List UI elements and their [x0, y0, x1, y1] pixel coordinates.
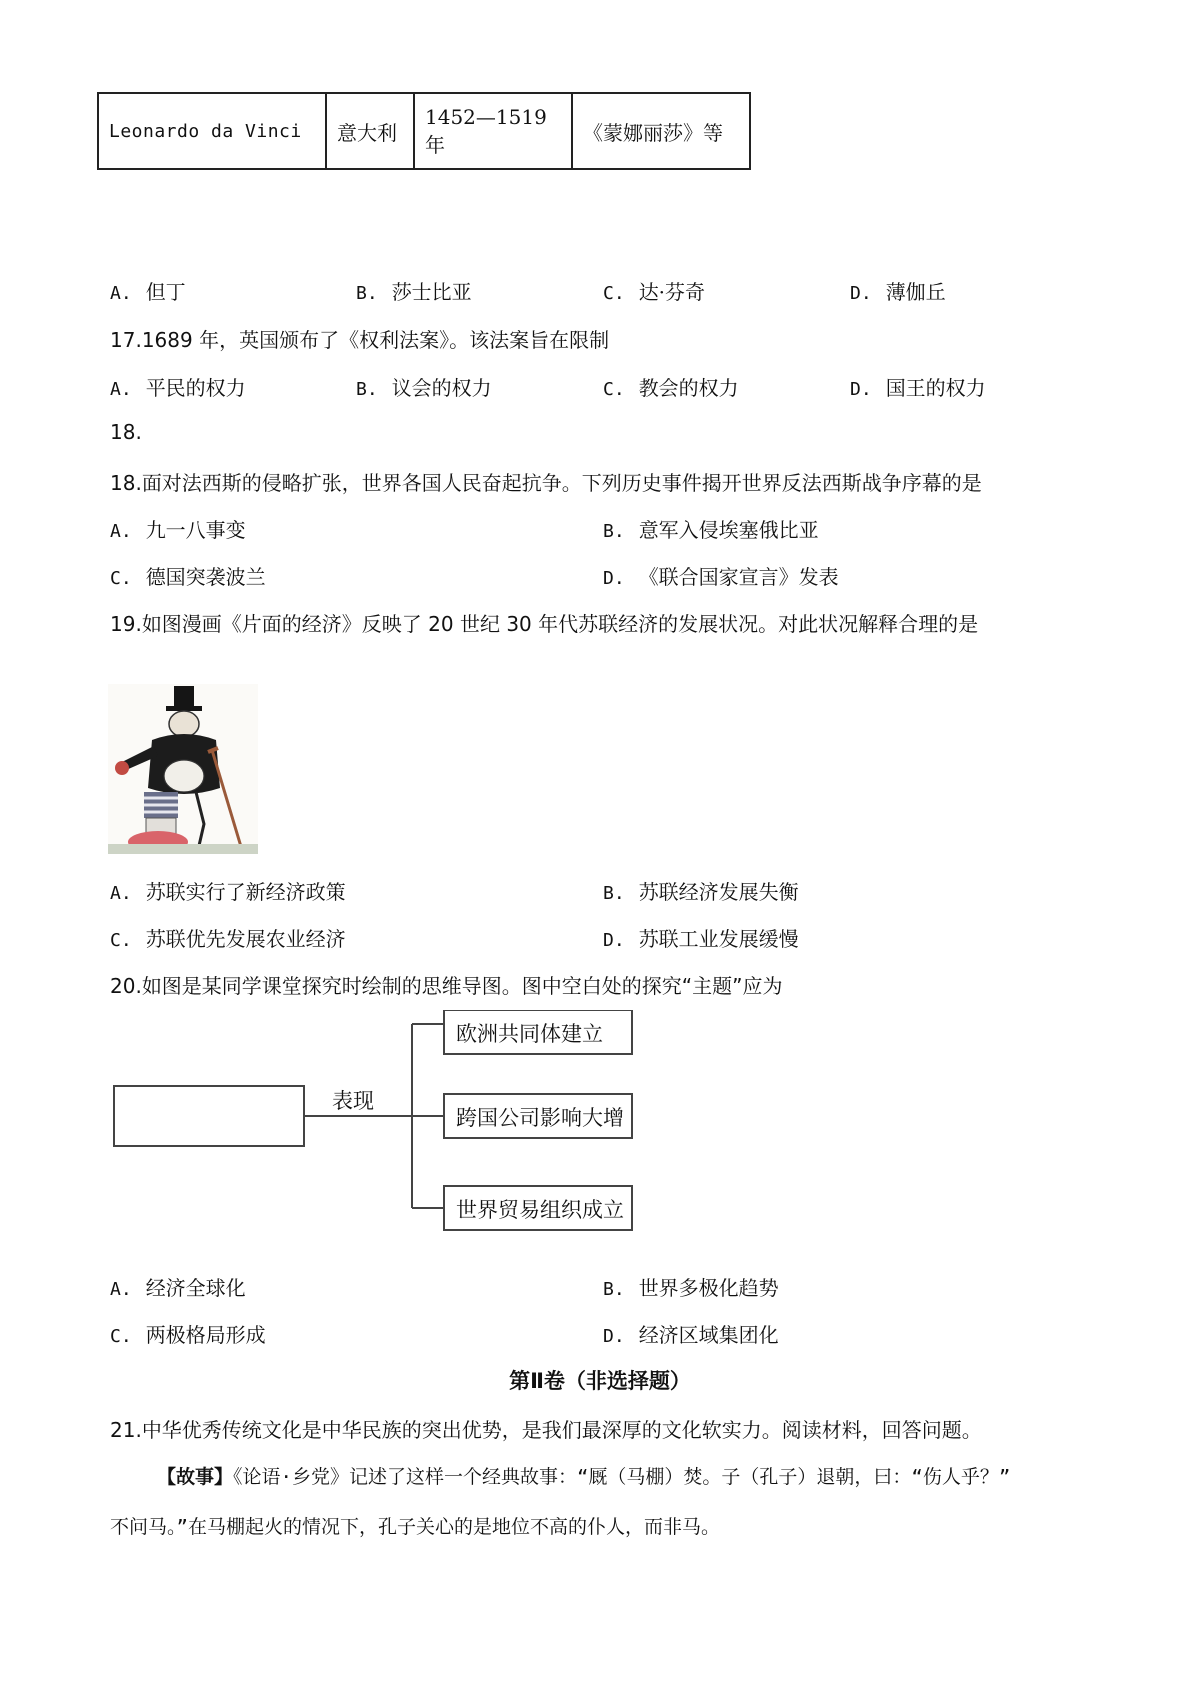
- mind-map-diagram: [110, 1010, 650, 1260]
- cartoon-man-on-crutches-image: [108, 684, 258, 854]
- option-text: 经济区域集团化: [638, 1323, 779, 1347]
- option-text: 议会的权力: [391, 376, 492, 400]
- q17-option-a[interactable]: [110, 372, 246, 401]
- question-number: 20.: [110, 974, 142, 998]
- q19-option-b[interactable]: [603, 876, 799, 905]
- option-letter: D.: [850, 283, 872, 304]
- option-text: 平民的权力: [145, 376, 246, 400]
- q19-option-c[interactable]: [110, 923, 346, 952]
- option-letter: C.: [110, 930, 132, 951]
- option-text: 苏联优先发展农业经济: [145, 927, 346, 951]
- table-row: [98, 93, 750, 169]
- q16-option-c[interactable]: [603, 276, 705, 305]
- q17-option-b[interactable]: [356, 372, 492, 401]
- option-letter: C.: [603, 283, 625, 304]
- q17-option-d[interactable]: [850, 372, 986, 401]
- option-text: 苏联工业发展缓慢: [638, 927, 799, 951]
- q16-option-a[interactable]: [110, 276, 186, 305]
- option-letter: A.: [110, 521, 132, 542]
- option-letter: B.: [356, 283, 378, 304]
- option-letter: D.: [850, 379, 872, 400]
- option-text: 薄伽丘: [885, 280, 946, 304]
- option-letter: B.: [603, 521, 625, 542]
- option-text: 世界多极化趋势: [638, 1276, 779, 1300]
- question-text: 1689 年，英国颁布了《权利法案》。该法案旨在限制: [141, 328, 610, 352]
- question-number: 17.: [110, 328, 142, 352]
- q16-option-b[interactable]: [356, 276, 472, 305]
- option-text: 苏联经济发展失衡: [638, 880, 799, 904]
- q18-option-a[interactable]: [110, 514, 246, 543]
- question-number: 21.: [110, 1418, 142, 1442]
- q17-option-c[interactable]: [603, 372, 739, 401]
- mindmap-item: 欧洲共同体建立: [456, 1022, 603, 1046]
- option-letter: C.: [603, 379, 625, 400]
- option-text: 苏联实行了新经济政策: [145, 880, 346, 904]
- option-text: 经济全球化: [145, 1276, 246, 1300]
- q20-option-c[interactable]: [110, 1319, 266, 1348]
- table-cell-name: Leonardo da Vinci: [98, 93, 326, 169]
- story-line-1: [157, 1462, 1010, 1489]
- option-text: 国王的权力: [885, 376, 986, 400]
- option-letter: A.: [110, 379, 132, 400]
- option-text: 莎士比亚: [391, 280, 472, 304]
- question-number: 19.: [110, 612, 142, 636]
- option-letter: B.: [356, 379, 378, 400]
- option-text: 九一八事变: [145, 518, 246, 542]
- painter-table: [97, 92, 751, 170]
- option-letter: C.: [110, 1326, 132, 1347]
- question-18-stub: 18.: [110, 420, 142, 444]
- option-letter: D.: [603, 930, 625, 951]
- mindmap-item: 跨国公司影响大增: [456, 1106, 624, 1130]
- option-letter: B.: [603, 1279, 625, 1300]
- question-20: [110, 970, 783, 999]
- story-tag: 【故事】: [157, 1466, 234, 1488]
- story-text: 《论语·乡党》记述了这样一个经典故事：“厩（马棚）焚。子（孔子）退朝，曰：“伤人乎？”: [233, 1466, 1011, 1488]
- q18-option-b[interactable]: [603, 514, 819, 543]
- option-text: 两极格局形成: [145, 1323, 266, 1347]
- table-cell-country: 意大利: [326, 93, 414, 169]
- table-cell-works: 《蒙娜丽莎》等: [572, 93, 750, 169]
- option-letter: C.: [110, 568, 132, 589]
- q18-option-d[interactable]: [603, 561, 839, 590]
- option-text: 达·芬奇: [638, 280, 706, 304]
- question-text: 面对法西斯的侵略扩张，世界各国人民奋起抗争。下列历史事件揭开世界反法西斯战争序幕的是: [141, 471, 982, 495]
- section-title: 第Ⅱ卷（非选择题）: [509, 1369, 691, 1393]
- mindmap-item: 世界贸易组织成立: [456, 1198, 624, 1222]
- story-line-2: 不问马。”在马棚起火的情况下，孔子关心的是地位不高的仆人，而非马。: [110, 1516, 720, 1538]
- question-21: [110, 1414, 982, 1443]
- branch-label: 表现: [332, 1089, 374, 1113]
- option-letter: A.: [110, 283, 132, 304]
- option-text: 意军入侵埃塞俄比亚: [638, 518, 819, 542]
- q20-option-b[interactable]: [603, 1272, 779, 1301]
- question-19: [110, 608, 978, 637]
- option-text: 《联合国家宣言》发表: [638, 565, 839, 589]
- option-text: 但丁: [145, 280, 186, 304]
- option-letter: A.: [110, 1279, 132, 1300]
- q16-option-d[interactable]: [850, 276, 946, 305]
- question-text: 中华优秀传统文化是中华民族的突出优势，是我们最深厚的文化软实力。阅读材料，回答问题。: [141, 1418, 982, 1442]
- question-17: [110, 324, 609, 353]
- question-text: 如图漫画《片面的经济》反映了 20 世纪 30 年代苏联经济的发展状况。对此状况解释合理的是: [141, 612, 979, 636]
- q20-option-d[interactable]: [603, 1319, 779, 1348]
- q19-option-a[interactable]: [110, 876, 346, 905]
- option-text: 教会的权力: [638, 376, 739, 400]
- question-text: 如图是某同学课堂探究时绘制的思维导图。图中空白处的探究“主题”应为: [141, 974, 783, 998]
- blank-theme-box: [114, 1086, 304, 1146]
- option-letter: A.: [110, 883, 132, 904]
- q19-option-d[interactable]: [603, 923, 799, 952]
- q20-option-a[interactable]: [110, 1272, 246, 1301]
- option-letter: D.: [603, 1326, 625, 1347]
- q18-option-c[interactable]: [110, 561, 266, 590]
- question-number: 18.: [110, 471, 142, 495]
- question-18: [110, 467, 982, 496]
- option-letter: B.: [603, 883, 625, 904]
- option-letter: D.: [603, 568, 625, 589]
- table-cell-years: 1452—1519 年: [414, 93, 572, 169]
- option-text: 德国突袭波兰: [145, 565, 266, 589]
